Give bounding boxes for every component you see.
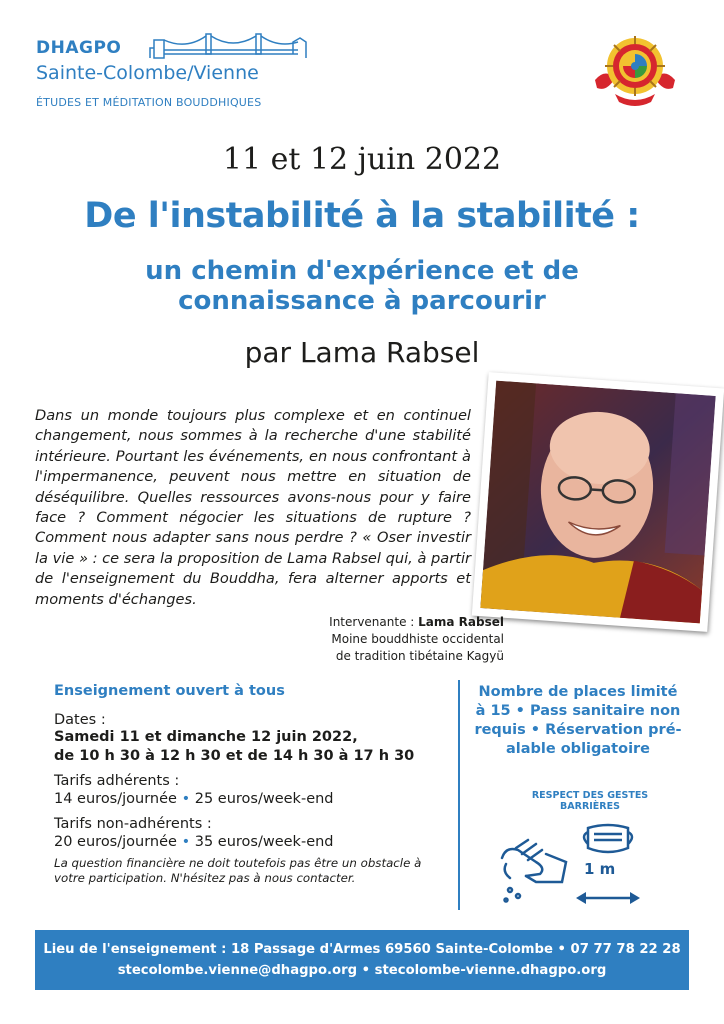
- members-day: 14 euros/journée: [54, 791, 177, 807]
- column-divider: [458, 680, 460, 910]
- hand-wash-icon: [502, 840, 566, 902]
- places-line-3: requis • Réservation pré-: [474, 722, 682, 738]
- places-info: [468, 683, 688, 759]
- dates-line-2: de 10 h 30 à 12 h 30 et de 14 h 30 à 17 h 30: [54, 748, 415, 764]
- footer-address: Lieu de l'enseignement : 18 Passage d'Armes 69560 Sainte-Colombe • 07 77 78 22 28: [43, 942, 681, 957]
- logo-tagline: ÉTUDES ET MÉDITATION BOUDDHIQUES: [36, 96, 262, 109]
- event-subtitle: [0, 256, 724, 316]
- separator: •: [181, 791, 191, 807]
- bridge-icon: [148, 30, 308, 64]
- nonmembers-label: Tarifs non-adhérents :: [54, 816, 212, 832]
- info-heading: Enseignement ouvert à tous: [54, 683, 285, 699]
- financial-note: La question financière ne doit toutefois pas être un obstacle à votre participation. N'hésitez pas à nous contacter.: [54, 856, 422, 885]
- caption-role: Moine bouddhiste occidental: [331, 632, 504, 646]
- places-line-4: alable obligatoire: [505, 741, 651, 757]
- barrier-gestures-icons: [496, 818, 666, 910]
- logo-name: DHAGPO: [36, 38, 122, 58]
- speaker-caption: [280, 614, 504, 665]
- portrait-image: [480, 381, 715, 624]
- barrier-gestures-title: [490, 790, 690, 812]
- members-weekend: 25 euros/week-end: [194, 791, 334, 807]
- distance-arrow-icon: [576, 892, 640, 904]
- members-label: Tarifs adhérents :: [54, 773, 180, 789]
- nonmembers-weekend: 35 euros/week-end: [194, 834, 334, 850]
- event-date: 11 et 12 juin 2022: [222, 142, 502, 177]
- speaker-photo: [472, 372, 724, 632]
- dharma-wheel-icon: [585, 32, 685, 110]
- dates-label: Dates :: [54, 712, 106, 728]
- event-info: [54, 683, 454, 886]
- nonmembers-day: 20 euros/journée: [54, 834, 177, 850]
- caption-tradition: de tradition tibétaine Kagyü: [335, 649, 504, 663]
- face-mask-icon: [584, 825, 632, 852]
- footer-contact: [35, 930, 689, 990]
- distance-label: 1 m: [584, 860, 616, 878]
- places-line-1: Nombre de places limité: [478, 684, 678, 700]
- event-speaker: par Lama Rabsel: [244, 336, 480, 369]
- nonmembers-prices: [54, 832, 454, 852]
- subtitle-line-2: connaissance à parcourir: [178, 286, 546, 316]
- caption-label: Intervenante :: [329, 615, 419, 629]
- members-prices: [54, 789, 454, 809]
- gestes-line-1: RESPECT DES GESTES: [531, 790, 649, 801]
- dates-line-1: Samedi 11 et dimanche 12 juin 2022,: [54, 729, 358, 745]
- caption-name: Lama Rabsel: [418, 615, 504, 629]
- gestes-line-2: BARRIÈRES: [560, 801, 620, 812]
- event-description: Dans un monde toujours plus complexe et en continuel changement, nous sommes à la recherche d'une stabilité intérieure. Pourtant les événements, en nous confrontant à l'impermanence, peuvent nous mettre en situation de déséquilibre. Quelles ressources avons-nous pour y faire face ? Comment négocier les situations de rupture ? Comment nous adapter sans nous perdre ? « Oser investir la vie » : ce sera la proposition de Lama Rabsel qui, à partir de l'enseignement du Bouddha, fera alterner apports et moments d'échanges.: [35, 407, 472, 608]
- subtitle-line-1: un chemin d'expérience et de: [145, 256, 579, 286]
- dhagpo-logo: [36, 30, 306, 120]
- places-line-2: à 15 • Pass sanitaire non: [475, 703, 681, 719]
- logo-place: Sainte-Colombe/Vienne: [36, 62, 259, 84]
- separator: •: [181, 834, 191, 850]
- event-title: De l'instabilité à la stabilité :: [84, 196, 640, 236]
- footer-links: stecolombe.vienne@dhagpo.org • stecolombe-vienne.dhagpo.org: [117, 963, 607, 978]
